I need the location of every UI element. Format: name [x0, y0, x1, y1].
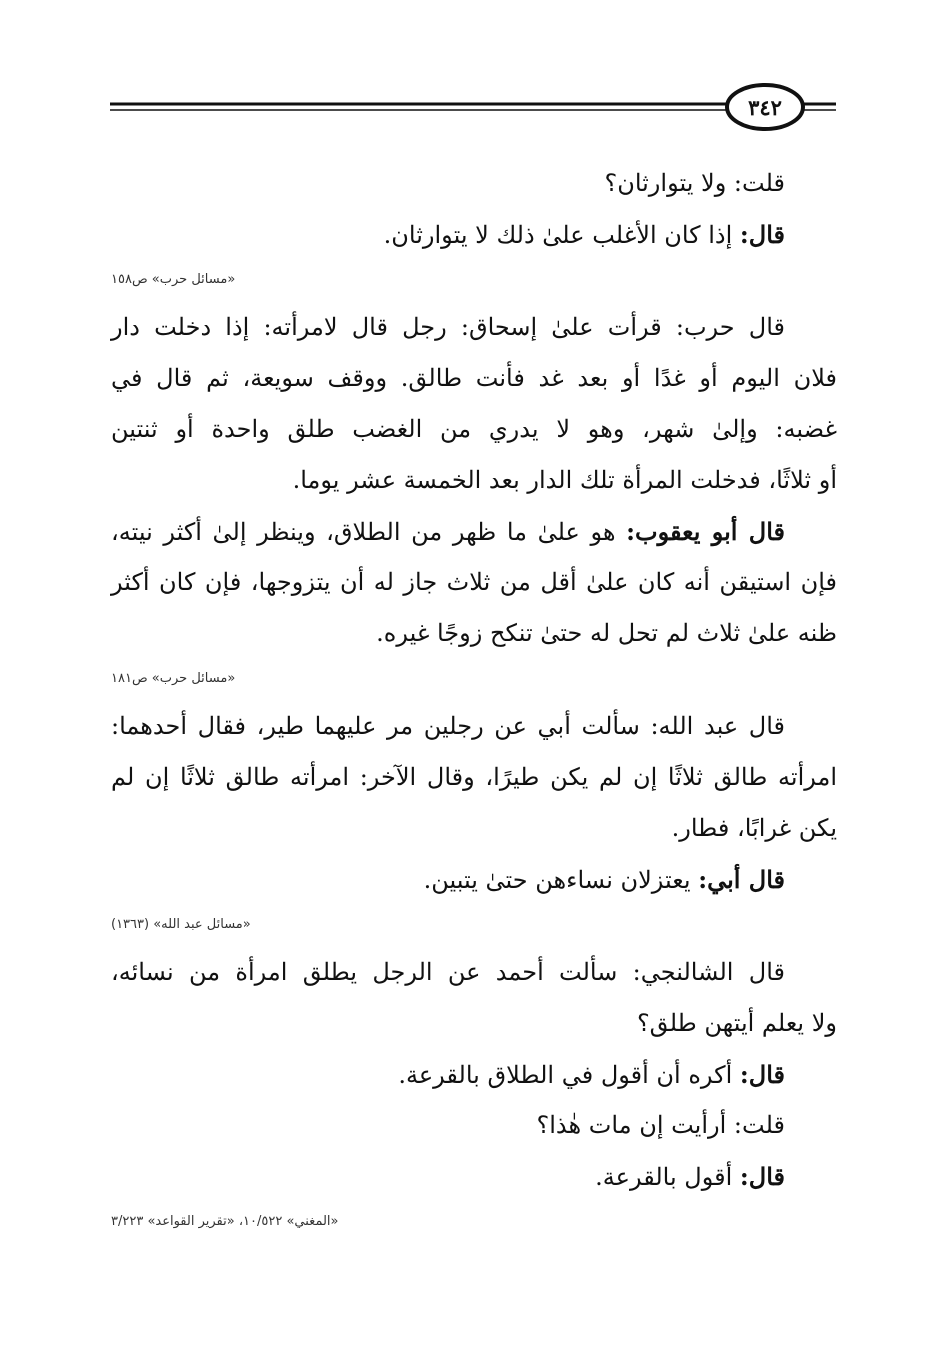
paragraph — [111, 1049, 837, 1100]
text-line — [111, 557, 837, 608]
speaker-label: قال: — [739, 1060, 785, 1089]
text-line — [111, 854, 837, 905]
text-line — [111, 209, 837, 260]
source-citation — [111, 915, 837, 935]
paragraph — [111, 854, 837, 905]
speaker-label: قال: — [739, 1162, 785, 1191]
text-line — [111, 752, 837, 803]
text-line — [111, 1100, 837, 1151]
text-line — [111, 608, 837, 659]
text-line — [111, 353, 837, 404]
line-text: أقول بالقرعة. — [595, 1163, 733, 1191]
speaker-label: قال أبو يعقوب: — [626, 517, 785, 546]
source-citation-text: «المغني» ١٠/٥٢٢، «تقرير القواعد» ٣/٢٢٣ — [111, 1214, 339, 1229]
line-text: يعتزلان نساءهن حتىٰ يتبين. — [423, 866, 691, 894]
text-line — [111, 701, 837, 752]
paragraph — [111, 947, 837, 1049]
line-text: ولا يعلم أيتهن طلق؟ — [636, 1009, 837, 1037]
line-text: قال عبد الله: سألت أبي عن رجلين مر عليهما طير، فقال أحدهما: — [111, 712, 785, 740]
text-line — [111, 404, 837, 455]
paragraph — [111, 209, 837, 260]
line-text: هو علىٰ ما ظهر من الطلاق، وينظر إلىٰ أكثر نيته، — [111, 518, 616, 546]
source-citation — [111, 270, 837, 290]
text-line — [111, 302, 837, 353]
paragraph — [111, 506, 837, 659]
source-citation-text: «مسائل حرب» ص١٨١ — [111, 671, 236, 686]
text-line — [111, 998, 837, 1049]
text-line — [111, 506, 837, 557]
paragraph — [111, 1151, 837, 1202]
line-text: ظنه علىٰ ثلاث لم تحل له حتىٰ تنكح زوجًا غيره. — [376, 619, 837, 647]
text-line — [111, 803, 837, 854]
text-line — [111, 947, 837, 998]
paragraph — [111, 1100, 837, 1151]
line-text: فلان اليوم أو غدًا أو بعد غد فأنت طالق. ووقف سويعة، ثم قال في — [111, 364, 837, 392]
line-text: قال حرب: قرأت علىٰ إسحاق: رجل قال لامرأته: إذا دخلت دار — [111, 313, 786, 341]
line-text: غضبه: وإلىٰ شهر، وهو لا يدري من الغضب طلق واحدة أو ثنتين — [111, 415, 837, 443]
line-text: أو ثلاثًا، فدخلت المرأة تلك الدار بعد الخمسة عشر يوما. — [292, 466, 837, 494]
text-line — [111, 158, 837, 209]
text-line — [111, 1049, 837, 1100]
page-number: ٣٤٢ — [748, 95, 782, 120]
text-line — [111, 455, 837, 506]
line-text: قلت: أرأيت إن مات هٰذا؟ — [536, 1111, 785, 1139]
speaker-label: قال أبي: — [698, 865, 785, 894]
page-header — [110, 82, 836, 132]
line-text: قلت: ولا يتوارثان؟ — [604, 169, 785, 197]
line-text: يكن غرابًا، فطار. — [671, 814, 837, 842]
source-citation — [111, 669, 837, 689]
source-citation — [111, 1212, 837, 1232]
line-text: أكره أن أقول في الطلاق بالقرعة. — [398, 1061, 733, 1089]
line-text: إذا كان الأغلب علىٰ ذلك لا يتوارثان. — [383, 221, 733, 249]
paragraph — [111, 302, 837, 506]
text-line — [111, 1151, 837, 1202]
paragraph — [111, 158, 837, 209]
line-text: فإن استيقن أنه كان علىٰ أقل من ثلاث جاز له أن يتزوجها، فإن كان أكثر — [111, 568, 837, 596]
source-citation-text: «مسائل عبد الله» (١٣٦٣) — [111, 917, 251, 932]
source-citation-text: «مسائل حرب» ص١٥٨ — [111, 272, 236, 287]
page-content — [111, 158, 837, 1244]
line-text: امرأته طالق ثلاثًا إن لم يكن طيرًا، وقال الآخر: امرأته طالق ثلاثًا إن لم — [111, 763, 837, 791]
speaker-label: قال: — [739, 220, 785, 249]
line-text: قال الشالنجي: سألت أحمد عن الرجل يطلق امرأة من نسائه، — [111, 958, 785, 986]
paragraph — [111, 701, 837, 854]
